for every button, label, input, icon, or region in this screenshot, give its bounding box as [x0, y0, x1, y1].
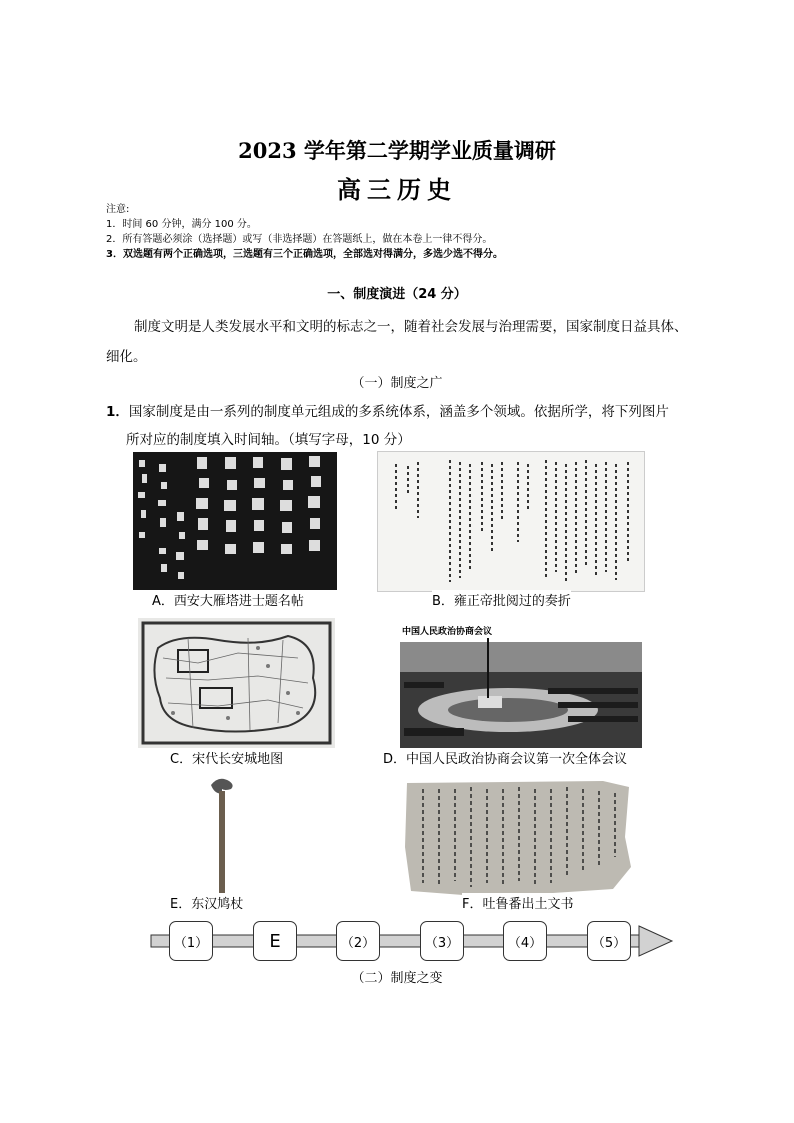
image-a-rubbing: [133, 452, 337, 590]
timeline-slot-1: （1）: [169, 921, 213, 961]
image-c-map: [138, 618, 335, 748]
note-item: 3．双选题有两个正确选项，三选题有三个正确选项，全部选对得满分，多选少选不得分。: [106, 249, 503, 260]
image-e-caption: E．东汉鸠杖: [170, 893, 243, 912]
image-a-caption: A．西安大雁塔进士题名帖: [152, 590, 304, 609]
image-b-caption: B．雍正帝批阅过的奏折: [432, 590, 571, 609]
image-c-caption: C．宋代长安城地图: [170, 748, 283, 767]
image-b-memorial: [377, 451, 645, 592]
note-item: 1．时间 60 分钟，满分 100 分。: [106, 219, 257, 230]
exam-subject: 高三历史: [337, 175, 457, 204]
image-e-staff: [205, 775, 237, 900]
section-intro: 制度文明是人类发展水平和文明的标志之一，随着社会发展与治理需要，国家制度日益具体、细化。: [106, 319, 688, 365]
notes-label: 注意:: [106, 204, 130, 215]
exam-title: 2023 学年第二学期学业质量调研: [238, 138, 556, 163]
note-item: 2．所有答题必须涂（选择题）或写（非选择题）在答题纸上，做在本卷上一律不得分。: [106, 234, 493, 245]
question-text: 国家制度是由一系列的制度单元组成的多系统体系，涵盖多个领域。依据所学，将下列图片: [128, 404, 669, 420]
subsection-title: （一）制度之广: [351, 376, 443, 391]
image-d-conference-photo: [398, 618, 644, 748]
question-number: 1．: [106, 404, 129, 420]
question-1: [106, 398, 706, 454]
image-d-banner-text: 中国人民政治协商会议: [402, 627, 493, 637]
notes-block: [106, 202, 503, 262]
image-d-caption: D．中国人民政治协商会议第一次全体会议: [383, 748, 627, 767]
image-f-manuscript: [403, 777, 633, 897]
timeline-slot-4: （4）: [503, 921, 547, 961]
section-title: 一、制度演进（24 分）: [327, 287, 467, 302]
timeline-slot-e: E: [253, 921, 297, 961]
timeline-slot-3: （3）: [420, 921, 464, 961]
subsection-title-2: （二）制度之变: [351, 971, 443, 986]
timeline-slot-2: （2）: [336, 921, 380, 961]
timeline-slot-5: （5）: [587, 921, 631, 961]
image-f-caption: F．吐鲁番出土文书: [462, 893, 573, 912]
question-text: 所对应的制度填入时间轴。（填写字母，10 分）: [126, 432, 411, 448]
